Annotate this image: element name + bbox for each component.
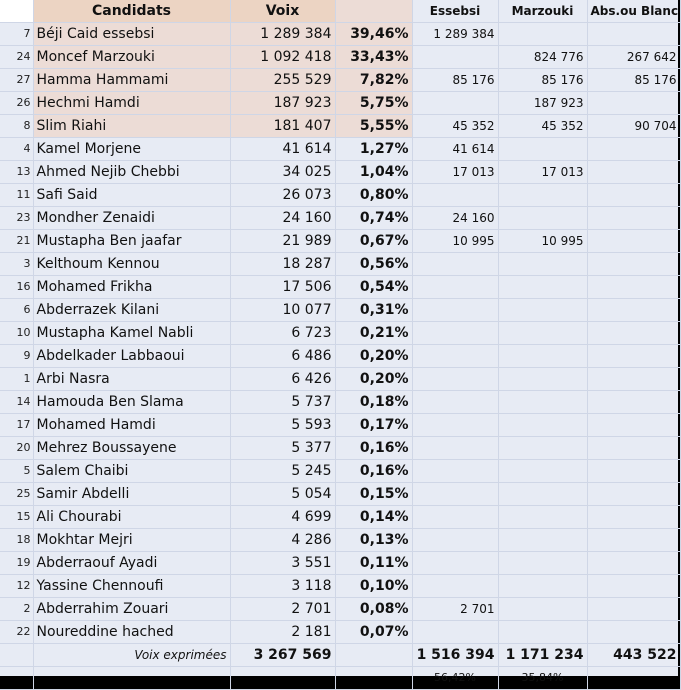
marzouki-cell[interactable] xyxy=(498,529,587,552)
table-row xyxy=(0,23,680,46)
marzouki-cell[interactable]: 10 995 xyxy=(498,230,587,253)
essebsi-cell[interactable] xyxy=(412,253,498,276)
footer-rank-cell[interactable] xyxy=(0,667,33,690)
table-row xyxy=(0,230,680,253)
rank-cell[interactable]: 3 xyxy=(0,253,33,276)
essebsi-cell[interactable]: 10 995 xyxy=(412,230,498,253)
table-row xyxy=(0,276,680,299)
voix-cell[interactable]: 5 377 xyxy=(230,437,335,460)
marzouki-cell[interactable]: 824 776 xyxy=(498,46,587,69)
essebsi-cell[interactable] xyxy=(412,92,498,115)
abs-cell[interactable] xyxy=(587,161,680,184)
voix-cell[interactable]: 5 737 xyxy=(230,391,335,414)
candidate-name-cell[interactable]: Abdelkader Labbaoui xyxy=(33,345,230,368)
pct-cell[interactable]: 0,08% xyxy=(335,598,412,621)
essebsi-cell[interactable] xyxy=(412,322,498,345)
table-row xyxy=(0,529,680,552)
pct-cell[interactable]: 0,10% xyxy=(335,575,412,598)
table-row xyxy=(0,69,680,92)
voix-cell[interactable]: 181 407 xyxy=(230,115,335,138)
candidate-name-cell[interactable]: Mokhtar Mejri xyxy=(33,529,230,552)
rank-cell[interactable]: 9 xyxy=(0,345,33,368)
abs-cell[interactable] xyxy=(587,253,680,276)
voix-cell[interactable]: 6 426 xyxy=(230,368,335,391)
table-row xyxy=(0,552,680,575)
essebsi-cell[interactable] xyxy=(412,276,498,299)
pct-cell[interactable]: 0,56% xyxy=(335,253,412,276)
voix-cell[interactable]: 6 486 xyxy=(230,345,335,368)
table-row xyxy=(0,575,680,598)
pct-cell[interactable]: 0,20% xyxy=(335,345,412,368)
candidate-name-cell[interactable]: Salem Chaibi xyxy=(33,460,230,483)
rank-cell[interactable]: 11 xyxy=(0,184,33,207)
header-row xyxy=(0,0,680,23)
marzouki-cell[interactable] xyxy=(498,598,587,621)
voix-cell[interactable]: 18 287 xyxy=(230,253,335,276)
table-row xyxy=(0,391,680,414)
candidate-name-cell[interactable]: Hamouda Ben Slama xyxy=(33,391,230,414)
rank-cell[interactable]: 25 xyxy=(0,483,33,506)
essebsi-cell[interactable] xyxy=(412,506,498,529)
table-row xyxy=(0,253,680,276)
abs-cell[interactable] xyxy=(587,92,680,115)
marzouki-cell[interactable] xyxy=(498,207,587,230)
marzouki-cell[interactable] xyxy=(498,184,587,207)
abs-cell[interactable] xyxy=(587,552,680,575)
marzouki-cell[interactable] xyxy=(498,437,587,460)
candidate-name-cell[interactable]: Abderraouf Ayadi xyxy=(33,552,230,575)
abs-cell[interactable] xyxy=(587,276,680,299)
voix-cell[interactable]: 5 245 xyxy=(230,460,335,483)
rank-cell[interactable]: 18 xyxy=(0,529,33,552)
rank-cell[interactable]: 21 xyxy=(0,230,33,253)
table-row xyxy=(0,161,680,184)
essebsi-cell[interactable] xyxy=(412,391,498,414)
pct-cell[interactable]: 0,14% xyxy=(335,506,412,529)
marzouki-cell[interactable] xyxy=(498,345,587,368)
voix-cell[interactable]: 17 506 xyxy=(230,276,335,299)
totals-pct-row xyxy=(0,667,680,690)
totals-rank-cell[interactable] xyxy=(0,644,33,667)
marzouki-cell[interactable]: 187 923 xyxy=(498,92,587,115)
essebsi-cell[interactable] xyxy=(412,552,498,575)
rank-cell[interactable]: 16 xyxy=(0,276,33,299)
marzouki-cell[interactable] xyxy=(498,575,587,598)
marzouki-cell[interactable] xyxy=(498,299,587,322)
rank-cell[interactable]: 8 xyxy=(0,115,33,138)
header-candidats[interactable]: Candidats xyxy=(33,0,230,23)
rank-cell[interactable]: 13 xyxy=(0,161,33,184)
pct-cell[interactable]: 5,75% xyxy=(335,92,412,115)
voix-cell[interactable]: 24 160 xyxy=(230,207,335,230)
totals-row xyxy=(0,644,680,667)
abs-cell[interactable]: 90 704 xyxy=(587,115,680,138)
abs-cell[interactable] xyxy=(587,506,680,529)
voix-cell[interactable]: 187 923 xyxy=(230,92,335,115)
table-row xyxy=(0,138,680,161)
table-row xyxy=(0,46,680,69)
table-row xyxy=(0,414,680,437)
voix-cell[interactable]: 1 289 384 xyxy=(230,23,335,46)
voix-cell[interactable]: 6 723 xyxy=(230,322,335,345)
rank-cell[interactable]: 1 xyxy=(0,368,33,391)
table-row xyxy=(0,92,680,115)
essebsi-cell[interactable] xyxy=(412,345,498,368)
header-abs[interactable]: Abs.ou Blanc xyxy=(587,0,680,23)
candidate-name-cell[interactable]: Mondher Zenaidi xyxy=(33,207,230,230)
voix-cell[interactable]: 5 593 xyxy=(230,414,335,437)
pct-cell[interactable]: 0,07% xyxy=(335,621,412,644)
essebsi-cell[interactable] xyxy=(412,46,498,69)
table-row xyxy=(0,460,680,483)
footer-abs-cell[interactable] xyxy=(587,667,680,690)
rank-cell[interactable]: 20 xyxy=(0,437,33,460)
voix-cell[interactable]: 1 092 418 xyxy=(230,46,335,69)
voix-cell[interactable]: 10 077 xyxy=(230,299,335,322)
rank-cell[interactable]: 10 xyxy=(0,322,33,345)
rank-cell[interactable]: 19 xyxy=(0,552,33,575)
essebsi-cell[interactable]: 85 176 xyxy=(412,69,498,92)
rank-cell[interactable]: 22 xyxy=(0,621,33,644)
abs-cell[interactable] xyxy=(587,299,680,322)
candidate-name-cell[interactable]: Mustapha Ben jaafar xyxy=(33,230,230,253)
essebsi-cell[interactable]: 2 701 xyxy=(412,598,498,621)
pct-cell[interactable]: 0,31% xyxy=(335,299,412,322)
candidate-name-cell[interactable]: Abderrahim Zouari xyxy=(33,598,230,621)
header-pct[interactable] xyxy=(335,0,412,23)
pct-cell[interactable]: 0,15% xyxy=(335,483,412,506)
totals-label[interactable]: Voix exprimées xyxy=(33,644,230,667)
candidate-name-cell[interactable]: Kamel Morjene xyxy=(33,138,230,161)
table-row xyxy=(0,506,680,529)
abs-cell[interactable] xyxy=(587,138,680,161)
voix-cell[interactable]: 5 054 xyxy=(230,483,335,506)
marzouki-cell[interactable] xyxy=(498,621,587,644)
abs-cell[interactable]: 267 642 xyxy=(587,46,680,69)
voix-cell[interactable]: 34 025 xyxy=(230,161,335,184)
abs-cell[interactable] xyxy=(587,414,680,437)
abs-cell[interactable] xyxy=(587,529,680,552)
essebsi-cell[interactable] xyxy=(412,529,498,552)
pct-cell[interactable]: 0,16% xyxy=(335,437,412,460)
pct-cell[interactable]: 1,04% xyxy=(335,161,412,184)
footer-pct-cell[interactable] xyxy=(335,667,412,690)
pct-cell[interactable]: 0,21% xyxy=(335,322,412,345)
abs-cell[interactable] xyxy=(587,437,680,460)
marzouki-cell[interactable] xyxy=(498,414,587,437)
pct-cell[interactable]: 7,82% xyxy=(335,69,412,92)
table-row xyxy=(0,345,680,368)
candidate-name-cell[interactable]: Mohamed Hamdi xyxy=(33,414,230,437)
essebsi-cell[interactable] xyxy=(412,460,498,483)
candidate-name-cell[interactable]: Samir Abdelli xyxy=(33,483,230,506)
candidate-name-cell[interactable]: Mehrez Boussayene xyxy=(33,437,230,460)
abs-cell[interactable] xyxy=(587,230,680,253)
pct-cell[interactable]: 5,55% xyxy=(335,115,412,138)
pct-cell[interactable]: 0,13% xyxy=(335,529,412,552)
candidate-name-cell[interactable]: Mustapha Kamel Nabli xyxy=(33,322,230,345)
rank-cell[interactable]: 17 xyxy=(0,414,33,437)
essebsi-cell[interactable]: 24 160 xyxy=(412,207,498,230)
rank-cell[interactable]: 26 xyxy=(0,92,33,115)
table-row xyxy=(0,621,680,644)
abs-cell[interactable] xyxy=(587,483,680,506)
pct-cell[interactable]: 0,17% xyxy=(335,414,412,437)
essebsi-cell[interactable]: 1 289 384 xyxy=(412,23,498,46)
pct-cell[interactable]: 0,20% xyxy=(335,368,412,391)
essebsi-total-pct[interactable]: 56,42% xyxy=(412,667,498,690)
candidate-name-cell[interactable]: Yassine Chennoufi xyxy=(33,575,230,598)
abs-cell[interactable] xyxy=(587,322,680,345)
pct-cell[interactable]: 0,80% xyxy=(335,184,412,207)
essebsi-cell[interactable]: 41 614 xyxy=(412,138,498,161)
pct-cell[interactable]: 0,18% xyxy=(335,391,412,414)
marzouki-total-pct[interactable]: 35,84% xyxy=(498,667,587,690)
pct-cell[interactable]: 1,27% xyxy=(335,138,412,161)
voix-cell[interactable]: 4 699 xyxy=(230,506,335,529)
essebsi-cell[interactable]: 17 013 xyxy=(412,161,498,184)
pct-cell[interactable]: 0,74% xyxy=(335,207,412,230)
marzouki-cell[interactable] xyxy=(498,23,587,46)
table-row xyxy=(0,299,680,322)
table-row xyxy=(0,115,680,138)
abs-cell[interactable] xyxy=(587,575,680,598)
totals-abs[interactable]: 443 522 xyxy=(587,644,680,667)
footer-voix-cell[interactable] xyxy=(230,667,335,690)
pct-cell[interactable]: 0,11% xyxy=(335,552,412,575)
footer-name-cell[interactable] xyxy=(33,667,230,690)
candidate-name-cell[interactable]: Hechmi Hamdi xyxy=(33,92,230,115)
rank-cell[interactable]: 2 xyxy=(0,598,33,621)
candidate-name-cell[interactable]: Abderrazek Kilani xyxy=(33,299,230,322)
candidate-name-cell[interactable]: Moncef Marzouki xyxy=(33,46,230,69)
rank-cell[interactable]: 15 xyxy=(0,506,33,529)
candidate-name-cell[interactable]: Mohamed Frikha xyxy=(33,276,230,299)
totals-marzouki[interactable]: 1 171 234 xyxy=(498,644,587,667)
rank-cell[interactable]: 27 xyxy=(0,69,33,92)
table-row xyxy=(0,207,680,230)
voix-cell[interactable]: 255 529 xyxy=(230,69,335,92)
table-row xyxy=(0,483,680,506)
essebsi-cell[interactable]: 45 352 xyxy=(412,115,498,138)
header-voix[interactable]: Voix xyxy=(230,0,335,23)
abs-cell[interactable] xyxy=(587,460,680,483)
voix-cell[interactable]: 3 551 xyxy=(230,552,335,575)
voix-cell[interactable]: 2 701 xyxy=(230,598,335,621)
marzouki-cell[interactable]: 45 352 xyxy=(498,115,587,138)
abs-cell[interactable] xyxy=(587,621,680,644)
marzouki-cell[interactable] xyxy=(498,276,587,299)
marzouki-cell[interactable] xyxy=(498,322,587,345)
marzouki-cell[interactable]: 17 013 xyxy=(498,161,587,184)
abs-cell[interactable] xyxy=(587,184,680,207)
abs-cell[interactable] xyxy=(587,368,680,391)
voix-cell[interactable]: 21 989 xyxy=(230,230,335,253)
rank-cell[interactable]: 4 xyxy=(0,138,33,161)
voix-cell[interactable]: 26 073 xyxy=(230,184,335,207)
essebsi-cell[interactable] xyxy=(412,184,498,207)
marzouki-cell[interactable]: 85 176 xyxy=(498,69,587,92)
abs-cell[interactable] xyxy=(587,598,680,621)
rank-cell[interactable]: 12 xyxy=(0,575,33,598)
candidate-name-cell[interactable]: Ali Chourabi xyxy=(33,506,230,529)
essebsi-cell[interactable] xyxy=(412,368,498,391)
marzouki-cell[interactable] xyxy=(498,138,587,161)
table-row xyxy=(0,368,680,391)
pct-cell[interactable]: 33,43% xyxy=(335,46,412,69)
voix-cell[interactable]: 3 118 xyxy=(230,575,335,598)
rank-cell[interactable]: 5 xyxy=(0,460,33,483)
header-essebsi[interactable]: Essebsi xyxy=(412,0,498,23)
rank-cell[interactable]: 6 xyxy=(0,299,33,322)
candidate-name-cell[interactable]: Hamma Hammami xyxy=(33,69,230,92)
candidate-name-cell[interactable]: Béji Caid essebsi xyxy=(33,23,230,46)
abs-cell[interactable] xyxy=(587,345,680,368)
voix-cell[interactable]: 2 181 xyxy=(230,621,335,644)
marzouki-cell[interactable] xyxy=(498,253,587,276)
voix-cell[interactable]: 41 614 xyxy=(230,138,335,161)
essebsi-cell[interactable] xyxy=(412,575,498,598)
rank-cell[interactable]: 14 xyxy=(0,391,33,414)
table-row xyxy=(0,322,680,345)
marzouki-cell[interactable] xyxy=(498,391,587,414)
essebsi-cell[interactable] xyxy=(412,437,498,460)
candidate-name-cell[interactable]: Slim Riahi xyxy=(33,115,230,138)
abs-cell[interactable] xyxy=(587,391,680,414)
essebsi-cell[interactable] xyxy=(412,621,498,644)
candidate-name-cell[interactable]: Noureddine hached xyxy=(33,621,230,644)
marzouki-cell[interactable] xyxy=(498,506,587,529)
essebsi-cell[interactable] xyxy=(412,483,498,506)
voix-cell[interactable]: 4 286 xyxy=(230,529,335,552)
rank-cell[interactable]: 24 xyxy=(0,46,33,69)
marzouki-cell[interactable] xyxy=(498,552,587,575)
totals-voix[interactable]: 3 267 569 xyxy=(230,644,335,667)
marzouki-cell[interactable] xyxy=(498,460,587,483)
pct-cell[interactable]: 0,67% xyxy=(335,230,412,253)
rank-cell[interactable]: 23 xyxy=(0,207,33,230)
header-marzouki[interactable]: Marzouki xyxy=(498,0,587,23)
totals-essebsi[interactable]: 1 516 394 xyxy=(412,644,498,667)
abs-cell[interactable]: 85 176 xyxy=(587,69,680,92)
candidate-name-cell[interactable]: Arbi Nasra xyxy=(33,368,230,391)
table-row xyxy=(0,437,680,460)
table-row xyxy=(0,184,680,207)
essebsi-cell[interactable] xyxy=(412,299,498,322)
header-rank-cell[interactable] xyxy=(0,0,33,23)
essebsi-cell[interactable] xyxy=(412,414,498,437)
marzouki-cell[interactable] xyxy=(498,483,587,506)
marzouki-cell[interactable] xyxy=(498,368,587,391)
abs-cell[interactable] xyxy=(587,207,680,230)
pct-cell[interactable]: 0,16% xyxy=(335,460,412,483)
candidate-name-cell[interactable]: Ahmed Nejib Chebbi xyxy=(33,161,230,184)
pct-cell[interactable]: 0,54% xyxy=(335,276,412,299)
pct-cell[interactable]: 39,46% xyxy=(335,23,412,46)
table-row xyxy=(0,598,680,621)
abs-cell[interactable] xyxy=(587,23,680,46)
totals-pct-cell[interactable] xyxy=(335,644,412,667)
rank-cell[interactable]: 7 xyxy=(0,23,33,46)
candidate-name-cell[interactable]: Safi Said xyxy=(33,184,230,207)
candidate-name-cell[interactable]: Kelthoum Kennou xyxy=(33,253,230,276)
